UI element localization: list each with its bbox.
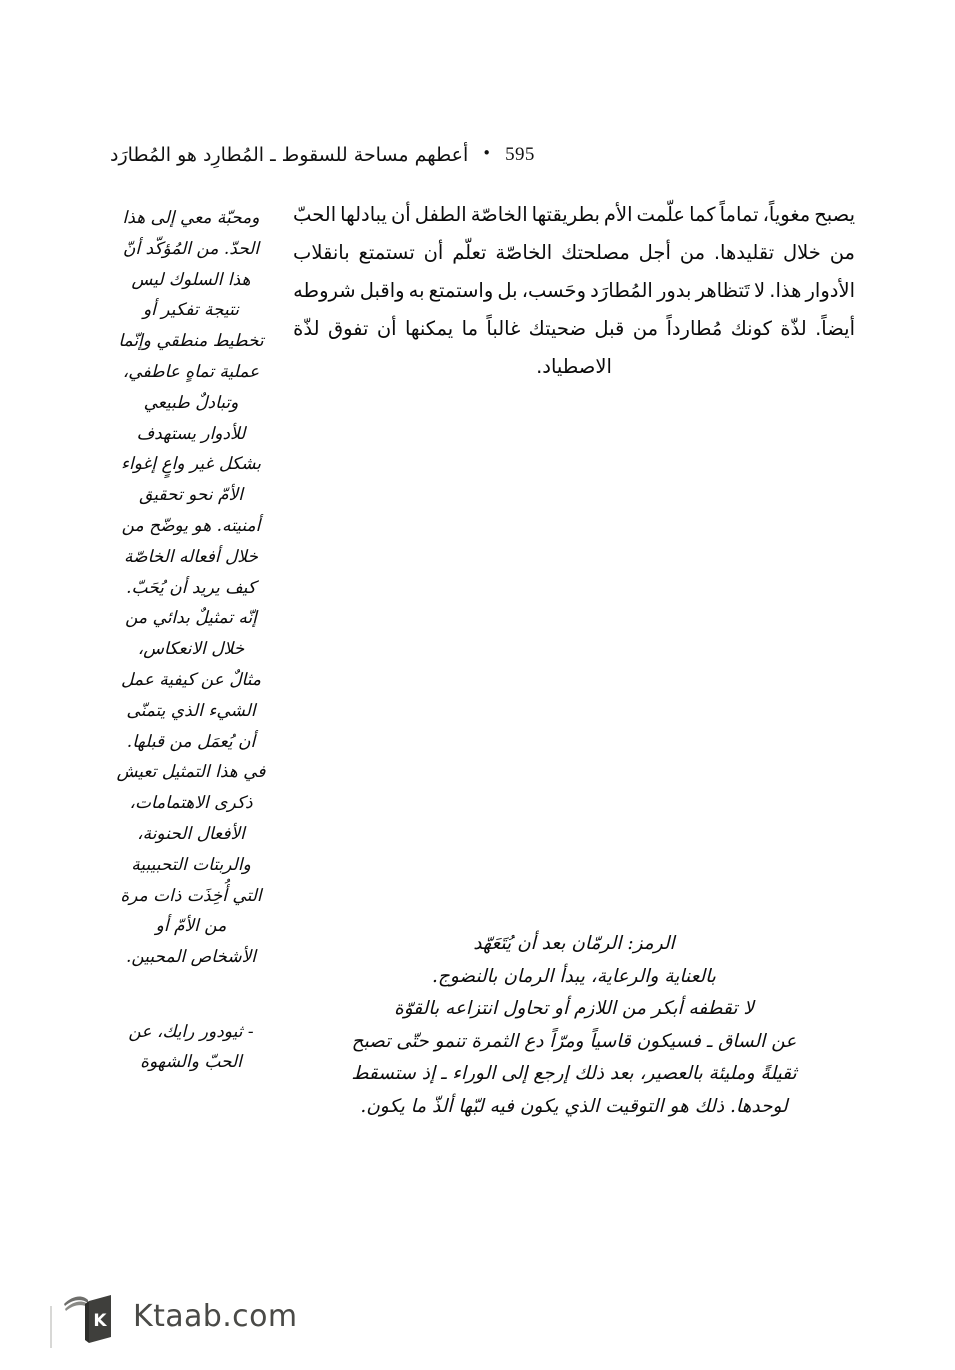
- margin-note-line: أن يُعمَل من قبلها.: [126, 731, 256, 752]
- margin-note-line: التي أُخِذَت ذات مرة: [120, 885, 262, 906]
- margin-note-line: من الأمّ أو: [155, 916, 227, 937]
- header-separator-dot: •: [482, 143, 492, 162]
- running-header: [110, 140, 855, 170]
- margin-note-attribution: [96, 1017, 286, 1077]
- main-paragraph-line: أيضاً. لذّة كونك مُطارداً من قبل ضحيتك غالباً ما يمكنها أن تفوق لذّة: [293, 317, 855, 340]
- attribution-line: الحبّ والشهوة: [140, 1051, 242, 1072]
- margin-note-line: والربتات التحبيبية: [131, 854, 251, 875]
- main-paragraph-line: يصبح مغوياً، تماماً كما علّمت الأم بطريقتها الخاصّة الطفل أن يبادلها الحبّ: [293, 203, 855, 226]
- open-book-icon: [62, 1290, 120, 1344]
- symbol-quote-line: لوحدها. ذلك هو التوقيت الذي يكون فيه لبّها ألذّ ما يكون.: [360, 1095, 788, 1117]
- margin-note-line: إنّه تمثيلٌ بدائي من: [125, 608, 257, 629]
- symbol-quote-line: عن الساق ـ فسيكون قاسياً ومرّاً دع الثمرة تنمو حتّى تصبح: [351, 1030, 797, 1052]
- margin-note-line: مثالٌ عن كيفية عمل: [121, 669, 261, 690]
- margin-note-line: كيف يريد أن يُحَبّ.: [126, 577, 256, 598]
- symbol-quote-line: بالعناية والرعاية، يبدأ الرمان بالنضوج.: [432, 965, 716, 987]
- margin-note-line: بشكل غير واعٍ إغواء: [121, 454, 261, 475]
- main-text-column: [293, 196, 855, 386]
- symbol-quote-body: [293, 928, 855, 1124]
- margin-note-line: خلال الانعكاس،: [137, 639, 245, 660]
- margin-note-line: الحدّ. من المُؤكّد أنّ: [122, 238, 260, 259]
- margin-note-line: وتبادلٌ طبيعي: [143, 392, 239, 413]
- margin-note-line: الأفعال الحنونة،: [137, 823, 245, 844]
- page-number: 595: [505, 144, 535, 165]
- margin-note-line: ومحبّة معي إلى هذا: [122, 208, 260, 228]
- margin-note-line: عملية تماهٍ عاطفي،: [122, 361, 260, 382]
- margin-note-line: ذكرى الاهتمامات،: [129, 793, 253, 814]
- watermark-label: Ktaab.com: [133, 1299, 298, 1334]
- symbol-quote-block: [293, 928, 855, 1124]
- symbol-quote-line: ثقيلةً ومليئة بالعصير، بعد ذلك إرجع إلى الوراء ـ إذ ستسقط: [351, 1063, 797, 1085]
- main-paragraph-line: من خلال تقليدها. من أجل مصلحتك الخاصّة تعلّم أن تستمتع بانقلاب: [293, 241, 855, 264]
- margin-note-line: الشيء الذي يتمنّى: [126, 700, 256, 721]
- main-paragraph-line: الأدوار هذا. لا تَتظاهر بدور المُطارَد وحَسب، بل واستمتع به واقبل شروطه: [293, 279, 855, 302]
- main-paragraph: [293, 196, 855, 386]
- symbol-quote-line: الرمز: الرمّان بعد أن يُتَعَهّد: [473, 933, 675, 954]
- scan-edge-artifact: [50, 1306, 52, 1348]
- margin-note-line: نتيجة تفكير أو: [142, 300, 240, 321]
- margin-note: [96, 203, 286, 1094]
- margin-note-line: الأشخاص المحبين.: [125, 947, 257, 968]
- margin-note-line: خلال أفعاله الخاصّة: [124, 546, 258, 567]
- margin-note-line: للأدوار يستهدف: [136, 423, 246, 444]
- margin-note-line: الأمّ نحو تحقيق: [139, 485, 243, 506]
- site-watermark: [62, 1290, 297, 1344]
- svg-text:K: K: [93, 1311, 107, 1331]
- header-chapter-title: أعطهم مساحة للسقوط ـ المُطارِد هو المُطارَد: [110, 143, 469, 166]
- attribution-line: - ثيودور رايك، عن: [128, 1021, 254, 1042]
- margin-note-body: [96, 203, 286, 973]
- margin-note-line: هذا السلوك ليس: [131, 269, 251, 290]
- margin-note-line: في هذا التمثيل تعيش: [116, 762, 266, 783]
- margin-note-line: أمنيته. هو يوضّح من: [121, 515, 261, 536]
- margin-note-line: تخطيط منطقي وإنّما: [118, 331, 264, 352]
- symbol-quote-line: لا تقطفه أبكر من اللازم أو تحاول انتزاعه بالقوّة: [394, 998, 754, 1020]
- main-paragraph-line: الاصطياد.: [536, 355, 612, 378]
